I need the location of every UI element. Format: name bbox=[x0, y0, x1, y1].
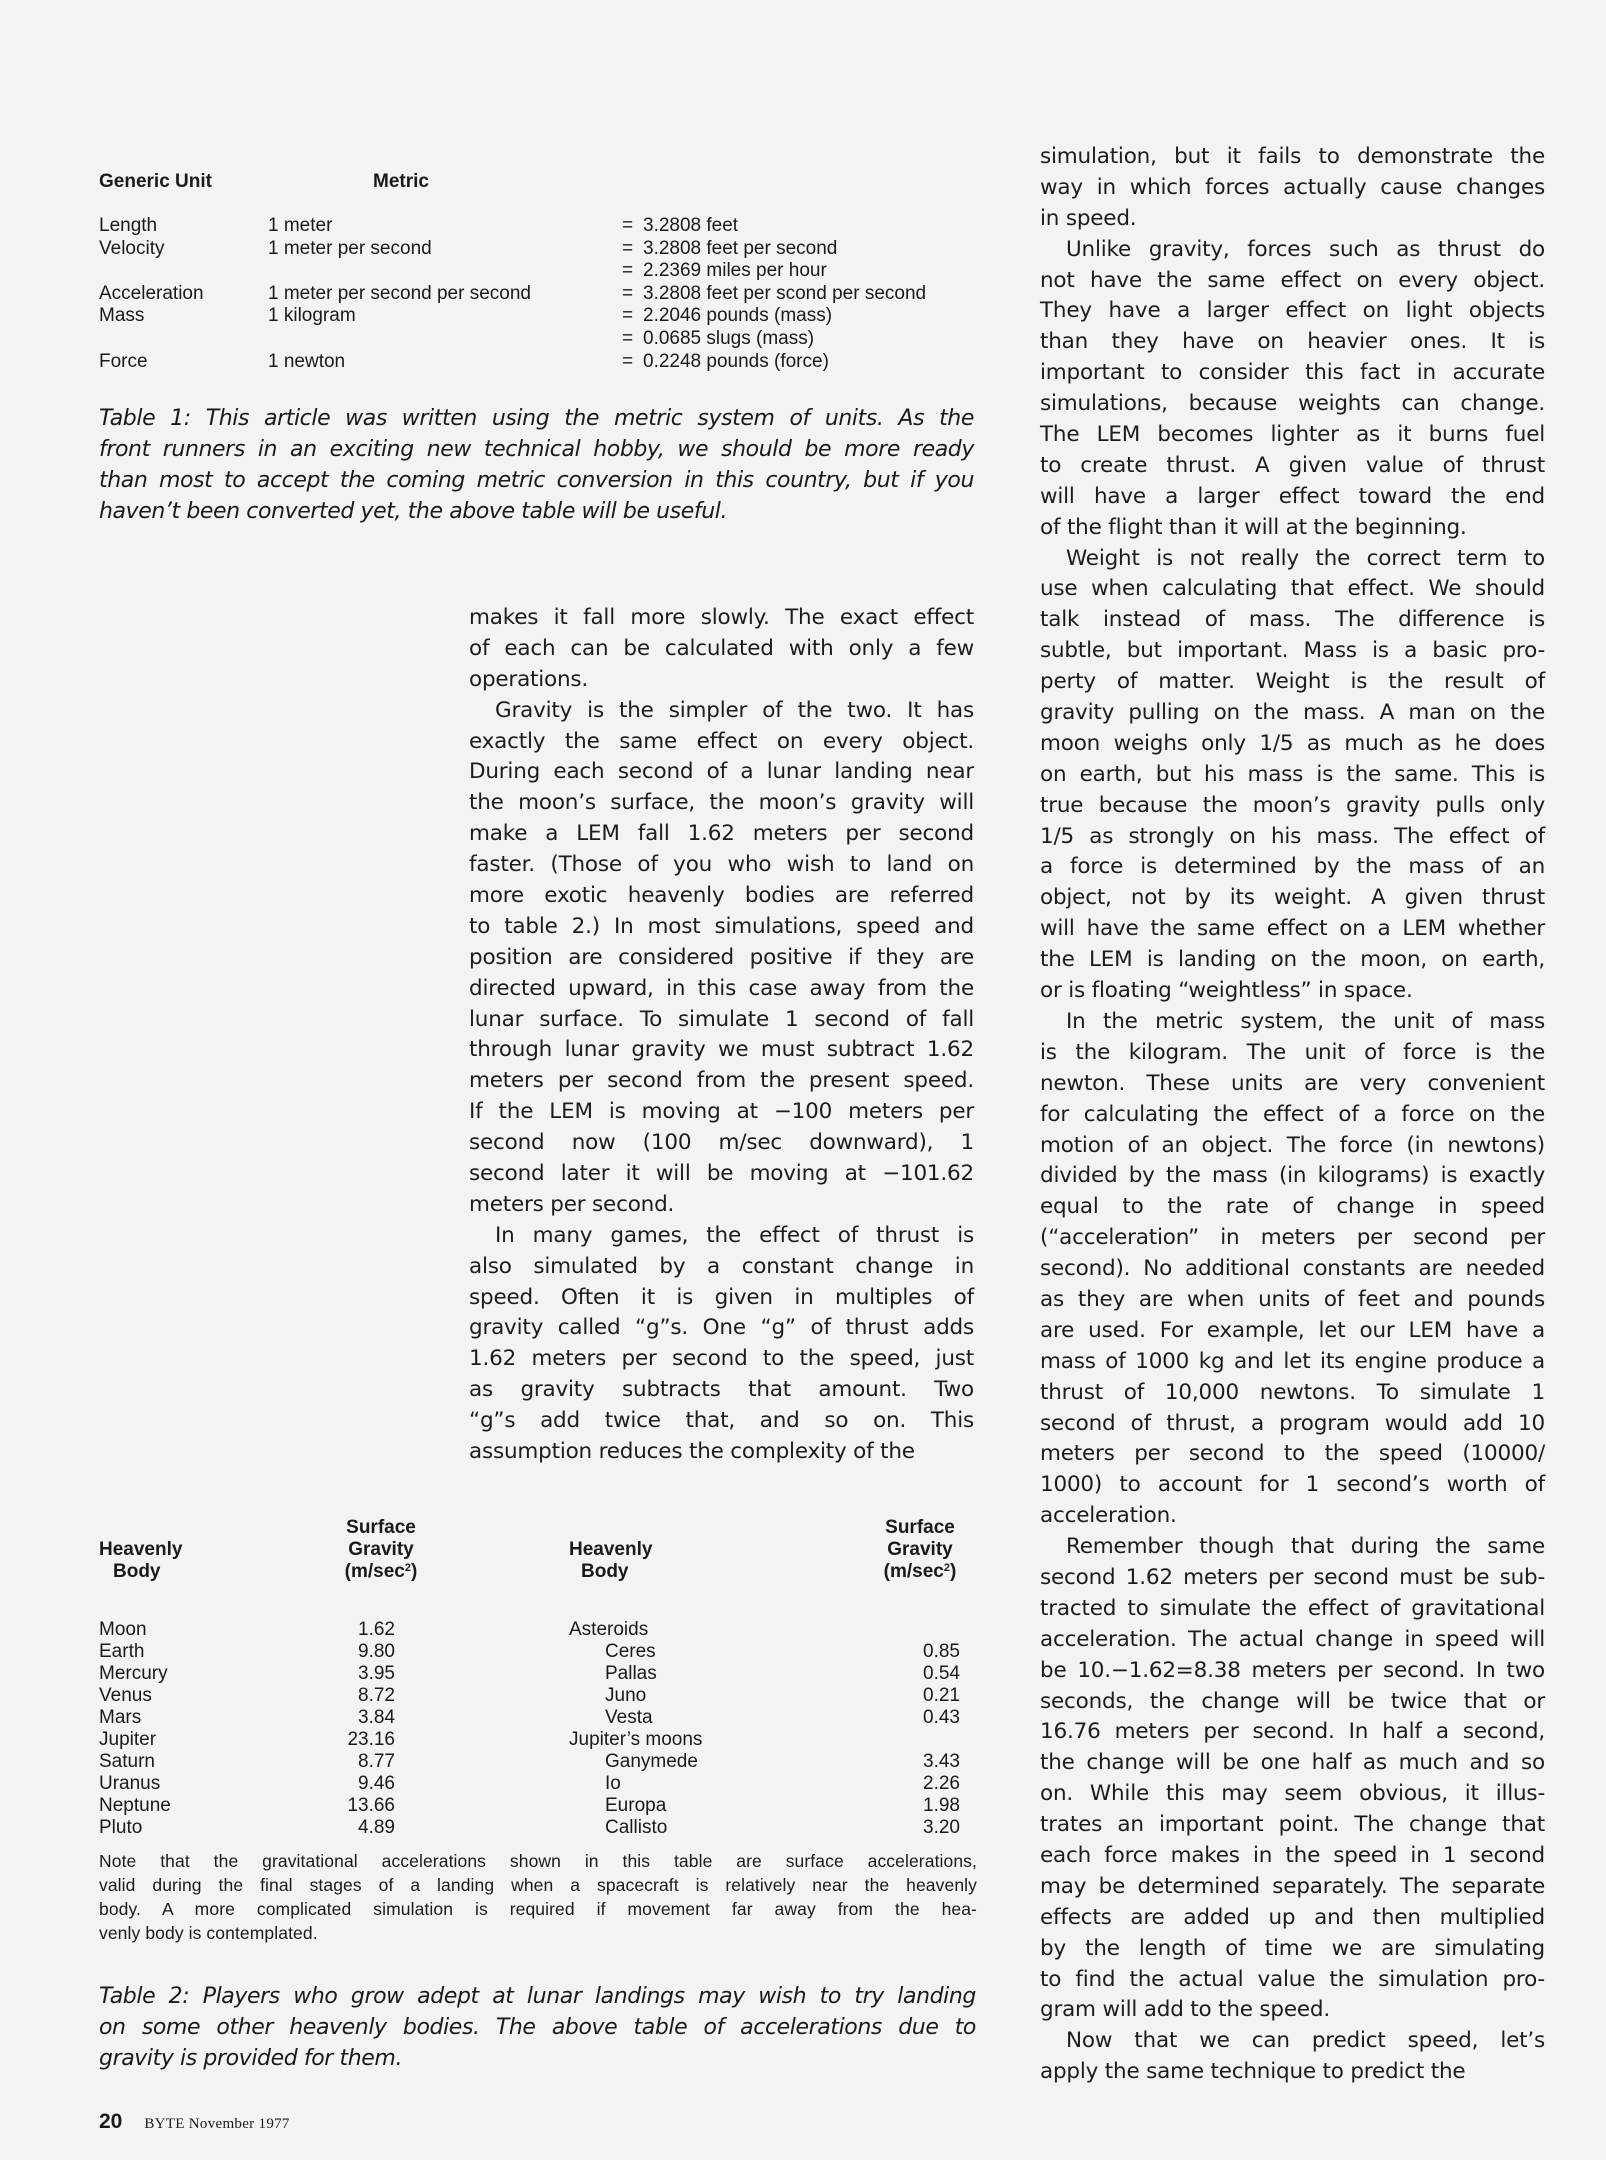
equals-sign: = bbox=[622, 282, 634, 304]
header-heavenly-body-right bbox=[569, 1539, 652, 1583]
paragraph-line: by the length of time we are simulating bbox=[1040, 1935, 1545, 1961]
caption-line: than most to accept the coming metric conversion in this country, but if you bbox=[99, 468, 974, 493]
paragraph-line: “g”s add twice that, and so on. This bbox=[469, 1408, 974, 1434]
paragraph-line: a force is determined by the mass of an bbox=[1040, 854, 1545, 880]
superscript: 2 bbox=[943, 1562, 950, 1574]
table-row-body: Callisto bbox=[605, 1817, 668, 1838]
paragraph-line: second now (100 m/sec downward), 1 bbox=[469, 1130, 974, 1156]
cell-equivalent: 3.2808 feet bbox=[643, 215, 739, 236]
paragraph-line: tracted to simulate the effect of gravitational bbox=[1040, 1595, 1545, 1621]
paragraph-line: equal to the rate of change in speed bbox=[1040, 1194, 1545, 1220]
magazine-issue: BYTE November 1977 bbox=[144, 2116, 290, 2132]
paragraph-line: motion of an object. The force (in newtons) bbox=[1040, 1132, 1545, 1158]
paragraph-line: are used. For example, let our LEM have a bbox=[1040, 1317, 1545, 1343]
paragraph-line: of the flight than it will at the beginning. bbox=[1040, 514, 1467, 540]
paragraph-line: or is floating “weightless” in space. bbox=[1040, 978, 1413, 1004]
header-text: Surface bbox=[885, 1517, 955, 1538]
cell-generic-unit: Length bbox=[99, 215, 158, 236]
cell-equivalent: 3.2808 feet per second bbox=[643, 237, 838, 259]
paragraph-line: speed. Often it is given in multiples of bbox=[469, 1284, 974, 1310]
paragraph-line: make a LEM fall 1.62 meters per second bbox=[469, 821, 974, 847]
header-metric: Metric bbox=[373, 171, 429, 192]
cell-metric: 1 meter per second bbox=[268, 237, 432, 259]
paragraph-line: Unlike gravity, forces such as thrust do bbox=[1066, 236, 1545, 262]
paragraph-line: as they are when units of feet and pounds bbox=[1040, 1286, 1545, 1312]
paragraph-line: gram will add to the speed. bbox=[1040, 1997, 1331, 2023]
caption-line: Table 1: This article was written using the metric system of units. As the bbox=[99, 406, 974, 431]
paragraph-line: 1000) to account for 1 second’s worth of bbox=[1040, 1472, 1545, 1498]
paragraph-line: lunar surface. To simulate 1 second of fall bbox=[469, 1006, 974, 1032]
paragraph-line: also simulated by a constant change in bbox=[469, 1253, 974, 1279]
paragraph-line: the moon’s surface, the moon’s gravity will bbox=[469, 790, 974, 816]
paragraph-line: acceleration. bbox=[1040, 1503, 1177, 1529]
table-row-gravity: 8.72 bbox=[358, 1685, 395, 1706]
paragraph-line: meters per second from the present speed. bbox=[469, 1068, 974, 1094]
paragraph-line: In many games, the effect of thrust is bbox=[495, 1222, 974, 1248]
table-row-body: Mercury bbox=[99, 1663, 168, 1684]
paragraph-line: second later it will be moving at −101.62 bbox=[469, 1161, 974, 1187]
cell-equivalent: 2.2369 miles per hour bbox=[643, 260, 827, 282]
superscript: 2 bbox=[404, 1562, 411, 1574]
cell-equivalent: 0.0685 slugs (mass) bbox=[643, 328, 815, 349]
paragraph-line: During each second of a lunar landing near bbox=[469, 759, 974, 785]
paragraph-line: divided by the mass (in kilograms) is exactly bbox=[1040, 1163, 1545, 1189]
equals-sign: = bbox=[622, 260, 634, 282]
table-group-label: Asteroids bbox=[569, 1619, 649, 1640]
table-row-gravity: 3.20 bbox=[923, 1817, 960, 1838]
paragraph-line: They have a larger effect on light objects bbox=[1040, 298, 1545, 324]
paragraph-line: be 10.−1.62=8.38 meters per second. In two bbox=[1040, 1657, 1545, 1683]
paragraph-line: object, not by its weight. A given thrust bbox=[1040, 885, 1545, 911]
cell-metric: 1 kilogram bbox=[268, 305, 356, 327]
table-row-gravity: 8.77 bbox=[358, 1751, 395, 1772]
table-row-body: Juno bbox=[605, 1685, 647, 1706]
table-row-body: Io bbox=[605, 1773, 621, 1794]
cell-generic-unit: Force bbox=[99, 350, 148, 372]
table-row-gravity: 0.43 bbox=[923, 1707, 960, 1728]
paragraph-line: effects are added up and then multiplied bbox=[1040, 1904, 1545, 1930]
header-surface-gravity-right bbox=[870, 1517, 970, 1583]
table-row-body: Pallas bbox=[605, 1663, 657, 1684]
table-row-gravity: 13.66 bbox=[347, 1795, 395, 1816]
paragraph-line: through lunar gravity we must subtract 1.62 bbox=[469, 1037, 974, 1063]
header-text: Heavenly bbox=[569, 1539, 653, 1560]
paragraph-line: The LEM becomes lighter as it burns fuel bbox=[1040, 422, 1545, 448]
paragraph-line: second 1.62 meters per second must be sub- bbox=[1040, 1564, 1545, 1590]
table-row-gravity: 1.98 bbox=[923, 1795, 960, 1816]
table-row-body: Vesta bbox=[605, 1707, 653, 1728]
table-row-body: Ganymede bbox=[605, 1751, 698, 1772]
paragraph-line: subtle, but important. Mass is a basic pro- bbox=[1040, 638, 1545, 664]
paragraph-line: moon weighs only 1/5 as much as he does bbox=[1040, 730, 1545, 756]
table-row-body: Venus bbox=[99, 1685, 152, 1706]
paragraph-line: on earth, but his mass is the same. This is bbox=[1040, 761, 1545, 787]
note-line: venly body is contemplated. bbox=[99, 1923, 318, 1943]
paragraph-line: If the LEM is moving at −100 meters per bbox=[469, 1099, 974, 1125]
table-2-caption bbox=[99, 1981, 976, 2074]
paragraph-line: true because the moon’s gravity pulls only bbox=[1040, 792, 1545, 818]
table-row-body: Uranus bbox=[99, 1773, 161, 1794]
paragraph-line: simulations, because weights can change. bbox=[1040, 391, 1545, 417]
header-text: Gravity bbox=[887, 1539, 953, 1560]
table-row-gravity: 23.16 bbox=[347, 1729, 395, 1750]
paragraph-line: as gravity subtracts that amount. Two bbox=[469, 1377, 974, 1403]
paragraph-line: apply the same technique to predict the bbox=[1040, 2059, 1466, 2085]
equals-sign: = bbox=[622, 237, 634, 259]
header-heavenly-body-left bbox=[99, 1539, 182, 1583]
header-unit bbox=[870, 1561, 970, 1583]
equals-sign: = bbox=[622, 305, 634, 327]
paragraph-line: each force makes in the speed in 1 second bbox=[1040, 1842, 1545, 1868]
table-row-gravity: 0.85 bbox=[923, 1641, 960, 1662]
paragraph-line: meters per second. bbox=[469, 1191, 675, 1217]
paragraph-line: not have the same effect on every object. bbox=[1040, 267, 1545, 293]
header-text: Gravity bbox=[348, 1539, 414, 1560]
table-row-gravity: 1.62 bbox=[358, 1619, 395, 1640]
paragraph-line: than they have on heavier ones. It is bbox=[1040, 329, 1545, 355]
paragraph-line: position are considered positive if they are bbox=[469, 944, 974, 970]
paragraph-line: seconds, the change will be twice that or bbox=[1040, 1688, 1545, 1714]
paragraph-line: to create thrust. A given value of thrust bbox=[1040, 452, 1545, 478]
article-column-right bbox=[1040, 142, 1545, 2088]
table-row-gravity: 0.54 bbox=[923, 1663, 960, 1684]
paragraph-line: the LEM is landing on the moon, on earth, bbox=[1040, 947, 1545, 973]
paragraph-line: more exotic heavenly bodies are referred bbox=[469, 883, 974, 909]
paragraph-line: is the kilogram. The unit of force is the bbox=[1040, 1039, 1545, 1065]
paragraph-line: newton. These units are very convenient bbox=[1040, 1070, 1545, 1096]
paragraph-line: on. While this may seem obvious, it illus- bbox=[1040, 1781, 1545, 1807]
paragraph-line: gravity pulling on the mass. A man on the bbox=[1040, 700, 1545, 726]
header-generic-unit: Generic Unit bbox=[99, 171, 212, 192]
paragraph-line: perty of matter. Weight is the result of bbox=[1040, 669, 1545, 695]
caption-line: Table 2: Players who grow adept at lunar landings may wish to try landing bbox=[99, 1984, 976, 2009]
note-line: valid during the final stages of a landing when a spacecraft is relatively near the heavenly bbox=[99, 1875, 977, 1895]
paragraph-line: simulation, but it fails to demonstrate the bbox=[1040, 144, 1545, 169]
paragraph-line: second of thrust, a program would add 10 bbox=[1040, 1410, 1545, 1436]
table-row-body: Neptune bbox=[99, 1795, 171, 1816]
paragraph-line: faster. (Those of you who wish to land on bbox=[469, 852, 974, 878]
paragraph-line: Gravity is the simpler of the two. It has bbox=[495, 697, 974, 723]
header-text: Surface bbox=[346, 1517, 416, 1538]
paragraph-line: talk instead of mass. The difference is bbox=[1040, 607, 1545, 633]
page-number: 20 bbox=[99, 2110, 123, 2133]
paragraph-line: acceleration. The actual change in speed will bbox=[1040, 1626, 1545, 1652]
header-text: Heavenly bbox=[99, 1539, 183, 1560]
cell-equivalent: 3.2808 feet per scond per second bbox=[643, 282, 927, 304]
equals-sign: = bbox=[622, 350, 634, 372]
paragraph-line: of each can be calculated with only a few bbox=[469, 635, 974, 661]
table-row-gravity: 3.84 bbox=[358, 1707, 395, 1728]
paragraph-line: 16.76 meters per second. In half a second, bbox=[1040, 1719, 1545, 1745]
cell-generic-unit: Velocity bbox=[99, 237, 165, 259]
paragraph-line: Remember though that during the same bbox=[1066, 1534, 1545, 1560]
table-row-body: Saturn bbox=[99, 1751, 155, 1772]
header-unit bbox=[331, 1561, 431, 1583]
paragraph-line: the change will be one half as much and so bbox=[1040, 1750, 1545, 1776]
cell-generic-unit: Mass bbox=[99, 305, 145, 327]
paragraph-line: In the metric system, the unit of mass bbox=[1066, 1008, 1545, 1034]
cell-metric: 1 meter per second per second bbox=[268, 282, 531, 304]
header-text: (m/sec bbox=[344, 1561, 405, 1582]
header-text: ) bbox=[411, 1561, 418, 1582]
note-line: Note that the gravitational accelerations shown in this table are surface accelerations, bbox=[99, 1851, 977, 1871]
paragraph-line: thrust of 10,000 newtons. To simulate 1 bbox=[1040, 1379, 1545, 1405]
page-footer bbox=[99, 2110, 290, 2134]
table-1-caption bbox=[99, 403, 974, 527]
table-2 bbox=[99, 1517, 979, 1837]
cell-metric: 1 newton bbox=[268, 350, 346, 372]
paragraph-line: important to consider this fact in accurate bbox=[1040, 360, 1545, 386]
table-row-body: Jupiter bbox=[99, 1729, 157, 1750]
paragraph-line: 1.62 meters per second to the speed, just bbox=[469, 1346, 974, 1372]
paragraph-line: assumption reduces the complexity of the bbox=[469, 1439, 915, 1465]
paragraph-line: 1/5 as strongly on his mass. The effect of bbox=[1040, 823, 1545, 849]
paragraph-line: use when calculating that effect. We should bbox=[1040, 576, 1545, 602]
header-text: Body bbox=[581, 1561, 629, 1582]
header-surface-gravity-left bbox=[331, 1517, 431, 1583]
table-row-gravity: 9.46 bbox=[358, 1773, 395, 1794]
article-column-middle bbox=[469, 603, 974, 1468]
paragraph-line: Weight is not really the correct term to bbox=[1066, 545, 1545, 571]
caption-line: front runners in an exciting new technical hobby, we should be more ready bbox=[99, 437, 974, 462]
paragraph-line: way in which forces actually cause changes bbox=[1040, 174, 1545, 200]
equals-sign: = bbox=[622, 328, 634, 349]
caption-line: haven’t been converted yet, the above table will be useful. bbox=[99, 499, 728, 524]
table-1 bbox=[99, 171, 979, 381]
paragraph-line: gravity called “g”s. One “g” of thrust adds bbox=[469, 1315, 974, 1341]
table-2-note bbox=[99, 1849, 977, 1945]
paragraph-line: second). No additional constants are needed bbox=[1040, 1256, 1545, 1282]
paragraph-line: will have a larger effect toward the end bbox=[1040, 483, 1545, 509]
equals-sign: = bbox=[622, 215, 634, 236]
paragraph-line: exactly the same effect on every object. bbox=[469, 728, 974, 754]
header-text: Body bbox=[113, 1561, 161, 1582]
table-group-label: Jupiter’s moons bbox=[569, 1729, 703, 1750]
table-row-body: Mars bbox=[99, 1707, 142, 1728]
paragraph-line: directed upward, in this case away from the bbox=[469, 975, 974, 1001]
paragraph-line: makes it fall more slowly. The exact effect bbox=[469, 605, 974, 630]
header-text: ) bbox=[950, 1561, 957, 1582]
table-row-gravity: 3.95 bbox=[358, 1663, 395, 1684]
cell-equivalent: 0.2248 pounds (force) bbox=[643, 350, 829, 372]
caption-line: on some other heavenly bodies. The above table of accelerations due to bbox=[99, 2015, 976, 2040]
paragraph-line: Now that we can predict speed, let’s bbox=[1066, 2028, 1545, 2054]
paragraph-line: will have the same effect on a LEM whether bbox=[1040, 916, 1545, 942]
paragraph-line: may be determined separately. The separate bbox=[1040, 1873, 1545, 1899]
table-row-gravity: 3.43 bbox=[923, 1751, 960, 1772]
paragraph-line: in speed. bbox=[1040, 205, 1137, 231]
paragraph-line: mass of 1000 kg and let its engine produce a bbox=[1040, 1348, 1545, 1374]
table-row-body: Europa bbox=[605, 1795, 667, 1816]
cell-equivalent: 2.2046 pounds (mass) bbox=[643, 305, 833, 327]
caption-line: gravity is provided for them. bbox=[99, 2046, 403, 2071]
table-row-gravity: 2.26 bbox=[923, 1773, 960, 1794]
paragraph-line: for calculating the effect of a force on the bbox=[1040, 1101, 1545, 1127]
paragraph-line: trates an important point. The change that bbox=[1040, 1812, 1545, 1838]
paragraph-line: to find the actual value the simulation pro- bbox=[1040, 1966, 1545, 1992]
cell-generic-unit: Acceleration bbox=[99, 282, 204, 304]
table-row-body: Earth bbox=[99, 1641, 145, 1662]
paragraph-line: operations. bbox=[469, 666, 589, 692]
paragraph-line: to table 2.) In most simulations, speed and bbox=[469, 913, 974, 939]
header-text: (m/sec bbox=[883, 1561, 944, 1582]
table-row-body: Pluto bbox=[99, 1817, 143, 1838]
table-row-gravity: 9.80 bbox=[358, 1641, 395, 1662]
table-row-body: Ceres bbox=[605, 1641, 656, 1662]
note-line: body. A more complicated simulation is required if movement far away from the hea- bbox=[99, 1899, 977, 1919]
cell-metric: 1 meter bbox=[268, 215, 333, 236]
table-row-gravity: 0.21 bbox=[923, 1685, 960, 1706]
paragraph-line: (“acceleration” in meters per second per bbox=[1040, 1225, 1545, 1251]
table-row-body: Moon bbox=[99, 1619, 147, 1640]
table-row-gravity: 4.89 bbox=[358, 1817, 395, 1838]
paragraph-line: meters per second to the speed (10000/ bbox=[1040, 1441, 1545, 1467]
